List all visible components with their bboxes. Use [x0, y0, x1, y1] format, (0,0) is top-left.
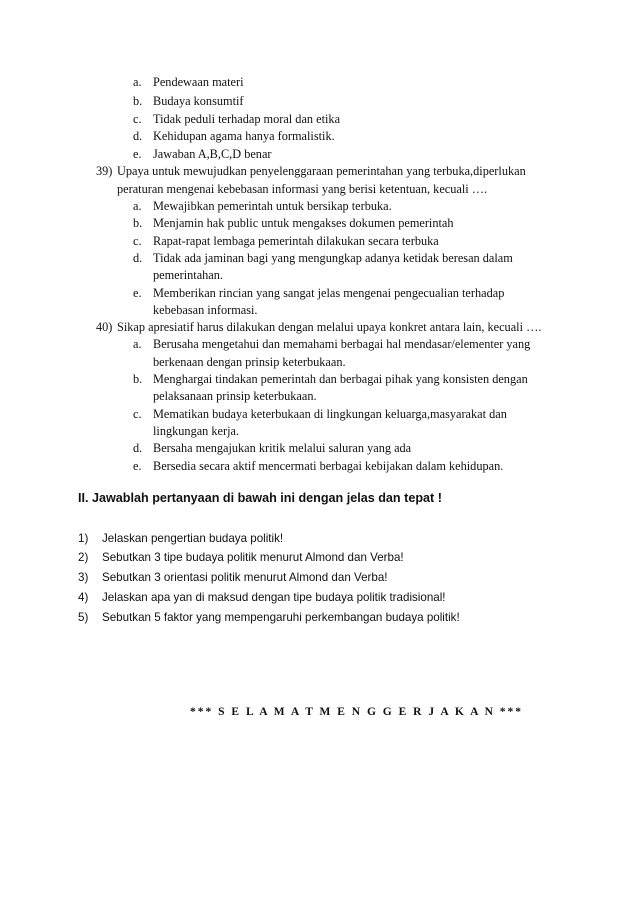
option-text: Bersaha mengajukan kritik melalui saluran yang ada	[153, 441, 412, 455]
option-text: Jawaban A,B,C,D benar	[153, 147, 272, 161]
question-number: 39)	[96, 164, 113, 178]
option-marker: b.	[133, 94, 143, 108]
option-text: Memberikan rincian yang sangat jelas mengenai pengecualian terhadap	[153, 286, 505, 300]
option-text-continued: berkenaan dengan prinsip keterbukaan.	[153, 355, 346, 369]
essay-number: 1)	[78, 532, 89, 545]
option-marker: c.	[133, 407, 142, 421]
option-text: Berusaha mengetahui dan memahami berbagai hal mendasar/elementer yang	[153, 337, 531, 351]
essay-question: Sebutkan 5 faktor yang mempengaruhi perkembangan budaya politik!	[102, 611, 460, 624]
question-number: 40)	[96, 320, 113, 334]
option-marker: c.	[133, 112, 142, 126]
option-marker: b.	[133, 216, 143, 230]
option-text: Tidak ada jaminan bagi yang mengungkap adanya ketidak beresan dalam	[153, 251, 513, 265]
option-text: Mewajibkan pemerintah untuk bersikap terbuka.	[153, 199, 392, 213]
option-marker: a.	[133, 75, 142, 89]
option-text-continued: lingkungan kerja.	[153, 424, 240, 438]
option-marker: c.	[133, 234, 142, 248]
question-text-line-1: Upaya untuk mewujudkan penyelenggaraan pemerintahan yang terbuka,diperlukan	[117, 164, 526, 178]
essay-number: 3)	[78, 571, 89, 584]
option-marker: d.	[133, 129, 143, 143]
option-text: Budaya konsumtif	[153, 94, 244, 108]
option-marker: e.	[133, 459, 142, 473]
option-text-continued: pelaksanaan prinsip keterbukaan.	[153, 389, 317, 403]
essay-question: Sebutkan 3 orientasi politik menurut Almond dan Verba!	[102, 571, 388, 584]
option-text: Menjamin hak public untuk mengakses dokumen pemerintah	[153, 216, 454, 230]
option-marker: e.	[133, 147, 142, 161]
essay-question: Sebutkan 3 tipe budaya politik menurut Almond dan Verba!	[102, 551, 404, 564]
option-text-continued: kebebasan informasi.	[153, 303, 258, 317]
option-text-continued: pemerintahan.	[153, 268, 223, 282]
option-text: Bersedia secara aktif mencermati berbagai kebijakan dalam kehidupan.	[153, 459, 504, 473]
essay-number: 2)	[78, 551, 89, 564]
option-marker: a.	[133, 337, 142, 351]
option-marker: d.	[133, 251, 143, 265]
question-text-line-1: Sikap apresiatif harus dilakukan dengan melalui upaya konkret antara lain, kecuali ….	[117, 320, 542, 334]
closing-message: *** S E L A M A T M E N G G E R J A K A N ***	[190, 706, 524, 718]
option-text: Kehidupan agama hanya formalistik.	[153, 129, 335, 143]
essay-question: Jelaskan pengertian budaya politik!	[102, 532, 284, 545]
option-marker: d.	[133, 441, 143, 455]
essay-question: Jelaskan apa yan di maksud dengan tipe budaya politik tradisional!	[102, 591, 446, 604]
option-text: Pendewaan materi	[153, 75, 244, 89]
option-marker: e.	[133, 286, 142, 300]
option-text: Mematikan budaya keterbukaan di lingkungan keluarga,masyarakat dan	[153, 407, 507, 421]
option-marker: a.	[133, 199, 142, 213]
essay-number: 4)	[78, 591, 89, 604]
option-text: Menghargai tindakan pemerintah dan berbagai pihak yang konsisten dengan	[153, 372, 528, 386]
essay-number: 5)	[78, 611, 89, 624]
option-text: Tidak peduli terhadap moral dan etika	[153, 112, 341, 126]
option-text: Rapat-rapat lembaga pemerintah dilakukan secara terbuka	[153, 234, 439, 248]
option-marker: b.	[133, 372, 143, 386]
question-text-line-2: peraturan mengenai kebebasan informasi yang berisi ketentuan, kecuali ….	[117, 182, 488, 196]
section-heading: II. Jawablah pertanyaan di bawah ini dengan jelas dan tepat !	[78, 491, 442, 505]
